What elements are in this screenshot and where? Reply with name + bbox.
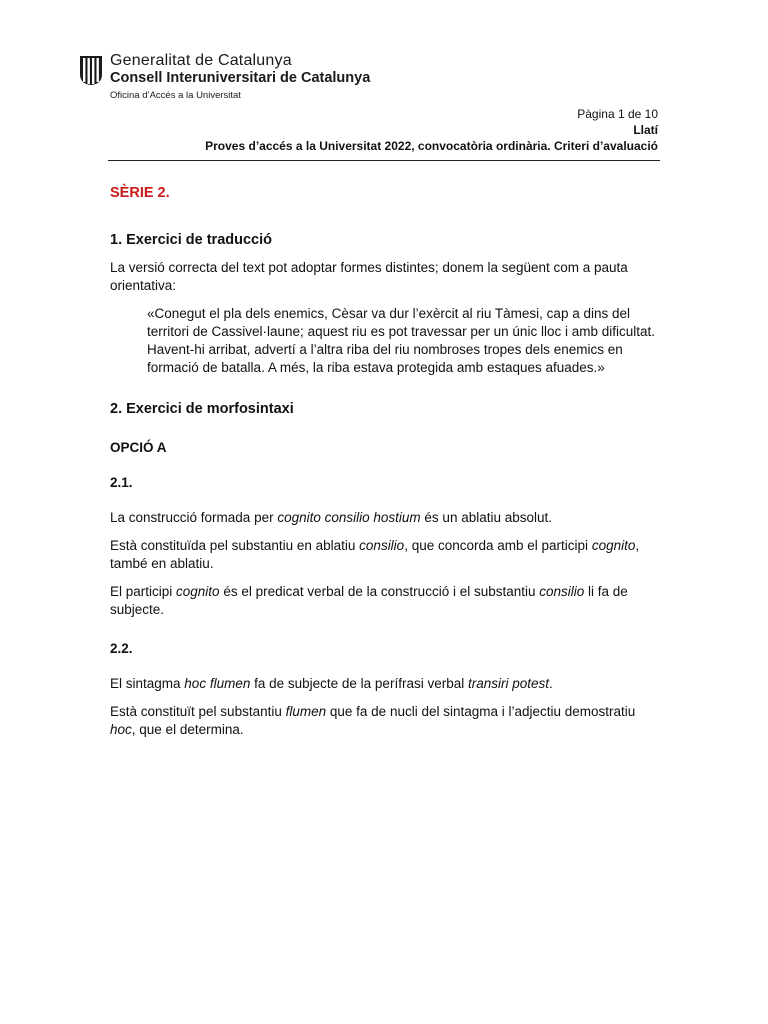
q22-paragraph-2: Està constituït pel substantiu flumen que fa de nucli del sintagma i l’adjectiu demostratiu hoc, que el determina. [110,704,636,737]
subject-title: Llatí [633,123,658,137]
q21-paragraph-1: La construcció formada per cognito consilio hostium és un ablatiu absolut. [110,510,553,525]
q21-paragraph-3: El participi cognito és el predicat verbal de la construcció i el substantiu consilio li fa de subjecte. [110,584,628,617]
translation-quote: «Conegut el pla dels enemics, Cèsar va dur l’exèrcit al riu Tàmesi, cap a dins del territori de Cassivel·laune; aquest riu es pot travessar per un únic lloc i amb dificultat. Havent-hi arribat, advertí a l’altra riba del riu nombroses tropes dels enemics en formació de batalla. A més, la riba estava protegida amb estaques afuades.» [147,306,655,375]
org-name-consell: Consell Interuniversitari de Catalunya [110,70,371,86]
section-1-intro: La versió correcta del text pot adoptar formes distintes; donem la següent com a pauta orientativa: [110,260,628,293]
option-heading: OPCIÓ A [110,440,167,455]
serie-heading: SÈRIE 2. [110,185,170,201]
catalan-shield-icon [78,54,104,86]
document-header [205,106,658,154]
org-name-generalitat: Generalitat de Catalunya [110,52,292,69]
document-body [110,184,660,749]
exam-title: Proves d’accés a la Universitat 2022, convocatòria ordinària. Criteri d’avaluació [205,139,658,153]
section-2-heading: 2. Exercici de morfosintaxi [110,401,294,417]
page-number: Pàgina 1 de 10 [577,107,658,121]
q21-paragraph-2: Està constituïda pel substantiu en ablatiu consilio, que concorda amb el participi cognito, també en ablatiu. [110,538,640,571]
section-1-heading: 1. Exercici de traducció [110,232,272,248]
org-name-oficina: Oficina d’Accés a la Universitat [110,90,241,101]
header-divider [108,160,660,161]
question-2-1-label: 2.1. [110,475,133,490]
question-2-2-label: 2.2. [110,641,133,656]
q22-paragraph-1: El sintagma hoc flumen fa de subjecte de la perífrasi verbal transiri potest. [110,676,553,691]
